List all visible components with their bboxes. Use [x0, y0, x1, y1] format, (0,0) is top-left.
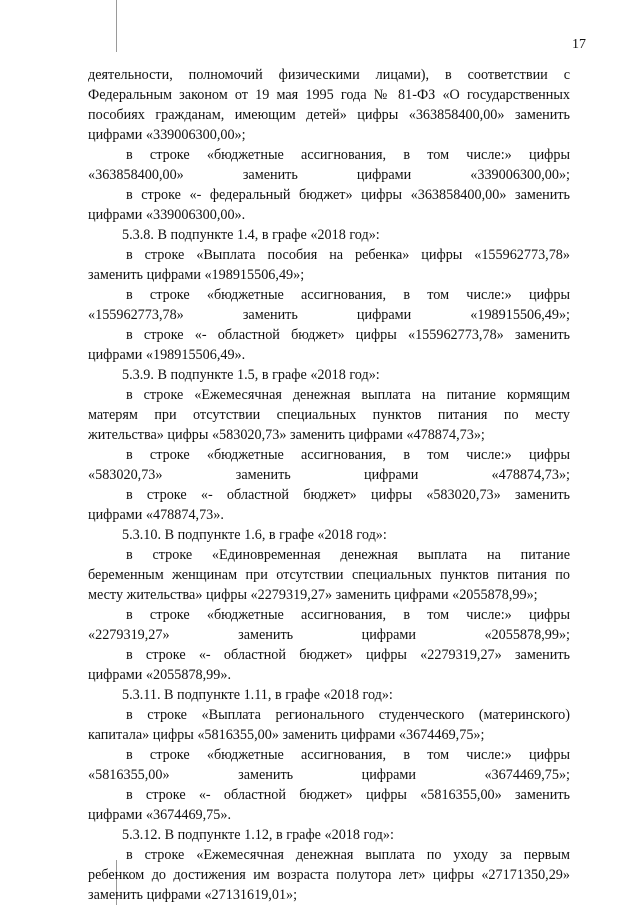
text-line: в строке «бюджетные ассигнования, в том числе:» цифры [126, 607, 570, 623]
text-line: в строке «- областной бюджет» цифры «583020,73» заменить [126, 487, 570, 503]
text-line: заменить цифрами «198915506,49»; [88, 267, 305, 283]
text-line: деятельности, полномочий физическими лицами), в соответствии с [88, 67, 570, 83]
text-line: Федеральным законом от 19 мая 1995 года № 81-ФЗ «О государственных [88, 87, 570, 103]
page-number: 17 [572, 37, 586, 52]
section-heading: 5.3.12. В подпункте 1.12, в графе «2018 год»: [122, 827, 394, 843]
text-line: жительства» цифры «583020,73» заменить цифрами «478874,73»; [88, 427, 485, 443]
text-line: пособиях гражданам, имеющим детей» цифры «363858400,00» заменить [88, 107, 570, 123]
text-line: цифрами «339006300,00». [88, 207, 246, 223]
text-line: цифрами «339006300,00»; [88, 127, 246, 143]
text-line: «363858400,00» заменить цифрами «339006300,00»; [88, 167, 570, 183]
text-line: в строке «Выплата регионального студенческого (материнского) [126, 707, 570, 723]
text-line: «2279319,27» заменить цифрами «2055878,99»; [88, 627, 570, 643]
text-line: в строке «Ежемесячная денежная выплата по уходу за первым [126, 847, 570, 863]
text-line: в строке «- федеральный бюджет» цифры «363858400,00» заменить [126, 187, 570, 203]
text-line: беременным женщинам при отсутствии специальных пунктов питания по [88, 567, 570, 583]
text-line: «583020,73» заменить цифрами «478874,73»; [88, 467, 570, 483]
text-line: ребенком до достижения им возраста полутора лет» цифры «27171350,29» [88, 867, 570, 883]
text-line: капитала» цифры «5816355,00» заменить цифрами «3674469,75»; [88, 727, 485, 743]
text-line: в строке «Выплата пособия на ребенка» цифры «155962773,78» [126, 247, 570, 263]
text-line: в строке «бюджетные ассигнования, в том числе:» цифры [126, 747, 570, 763]
text-line: цифрами «3674469,75». [88, 807, 232, 823]
text-line: в строке «Ежемесячная денежная выплата на питание кормящим [126, 387, 570, 403]
text-line: в строке «- областной бюджет» цифры «155962773,78» заменить [126, 327, 570, 343]
text-line: цифрами «2055878,99». [88, 667, 232, 683]
text-line: цифрами «478874,73». [88, 507, 224, 523]
section-heading: 5.3.11. В подпункте 1.11, в графе «2018 год»: [122, 687, 393, 703]
section-heading: 5.3.9. В подпункте 1.5, в графе «2018 год»: [122, 367, 380, 383]
section-heading: 5.3.10. В подпункте 1.6, в графе «2018 год»: [122, 527, 387, 543]
text-line: в строке «- областной бюджет» цифры «5816355,00» заменить [126, 787, 570, 803]
text-line: в строке «бюджетные ассигнования, в том числе:» цифры [126, 147, 570, 163]
text-line: цифрами «198915506,49». [88, 347, 246, 363]
section-heading: 5.3.8. В подпункте 1.4, в графе «2018 год»: [122, 227, 380, 243]
text-line: в строке «- областной бюджет» цифры «2279319,27» заменить [126, 647, 570, 663]
text-line: в строке «бюджетные ассигнования, в том числе:» цифры [126, 287, 570, 303]
text-line: «155962773,78» заменить цифрами «198915506,49»; [88, 307, 570, 323]
text-line: заменить цифрами «27131619,01»; [88, 887, 298, 903]
text-line: в строке «бюджетные ассигнования, в том числе:» цифры [126, 447, 570, 463]
text-line: в строке «Единовременная денежная выплата на питание [126, 547, 570, 563]
text-line: матерям при отсутствии специальных пунктов питания по месту [88, 407, 570, 423]
scan-mark-top [116, 0, 117, 52]
text-line: «5816355,00» заменить цифрами «3674469,75»; [88, 767, 570, 783]
text-line: месту жительства» цифры «2279319,27» заменить цифрами «2055878,99»; [88, 587, 538, 603]
